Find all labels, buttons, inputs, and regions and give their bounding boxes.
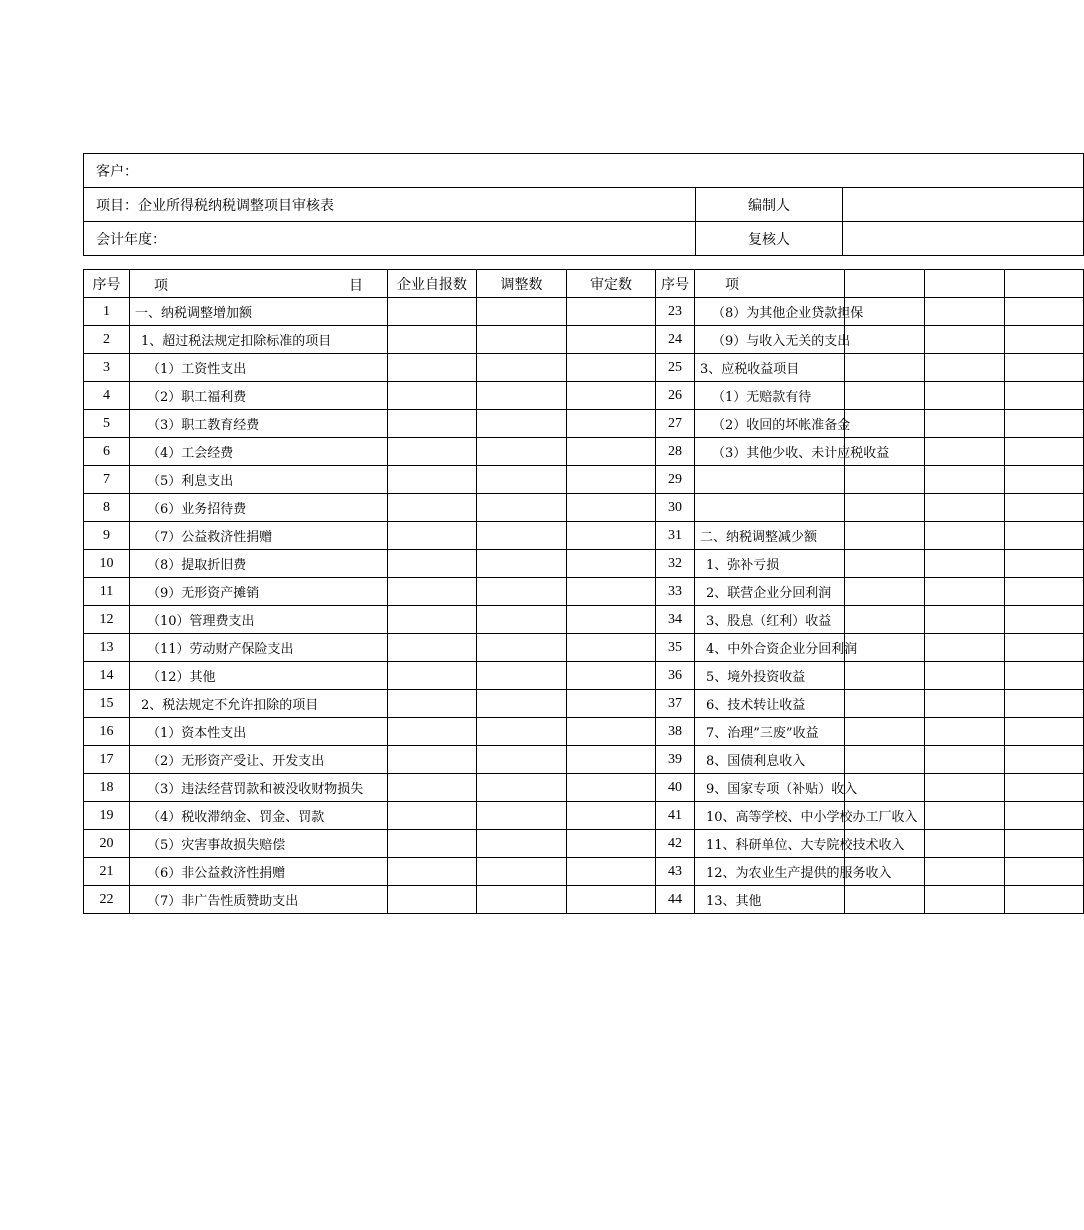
row-self-reported-cell[interactable]: [388, 438, 477, 466]
row-adjustment-cell[interactable]: [477, 830, 567, 858]
row-approved-cell-right[interactable]: [1005, 662, 1084, 690]
table-row: [84, 522, 1084, 550]
row-adjustment-cell-right[interactable]: [925, 298, 1005, 326]
table-row: [84, 858, 1084, 886]
row-item: （2）无形资产受让、开发支出: [130, 746, 388, 774]
row-approved-cell-right[interactable]: [1005, 886, 1084, 914]
row-adjustment-cell[interactable]: [477, 326, 567, 354]
table-row: [84, 550, 1084, 578]
row-self-reported-cell[interactable]: [388, 410, 477, 438]
row-self-reported-cell[interactable]: [388, 550, 477, 578]
row-seq-right: 40: [656, 774, 695, 802]
row-seq-right: 25: [656, 354, 695, 382]
row-approved-cell-right[interactable]: [1005, 382, 1084, 410]
row-adjustment-cell[interactable]: [477, 466, 567, 494]
row-item: （7）非广告性质赞助支出: [130, 886, 388, 914]
row-self-reported-cell-right[interactable]: [845, 466, 925, 494]
row-approved-cell[interactable]: [567, 410, 656, 438]
row-adjustment-cell-right[interactable]: [925, 326, 1005, 354]
row-item-right: 8、国债利息收入: [695, 746, 845, 774]
row-seq: 6: [84, 438, 130, 466]
row-item-right: （9）与收入无关的支出: [695, 326, 845, 354]
fiscal-year-label: 会计年度：: [84, 222, 696, 256]
row-adjustment-cell[interactable]: [477, 886, 567, 914]
row-item: （10）管理费支出: [130, 606, 388, 634]
row-item: （4）税收滞纳金、罚金、罚款: [130, 802, 388, 830]
row-adjustment-cell[interactable]: [477, 634, 567, 662]
row-approved-cell-right[interactable]: [1005, 522, 1084, 550]
row-item-right: 5、境外投资收益: [695, 662, 845, 690]
row-item: （7）公益救济性捐赠: [130, 522, 388, 550]
row-adjustment-cell-right[interactable]: [925, 886, 1005, 914]
row-approved-cell[interactable]: [567, 802, 656, 830]
row-self-reported-cell[interactable]: [388, 774, 477, 802]
row-seq-right: 35: [656, 634, 695, 662]
row-approved-cell-right[interactable]: [1005, 606, 1084, 634]
row-adjustment-cell[interactable]: [477, 382, 567, 410]
header-approved: 审定数: [567, 270, 656, 298]
row-seq-right: 38: [656, 718, 695, 746]
row-self-reported-cell[interactable]: [388, 354, 477, 382]
table-row: [84, 438, 1084, 466]
row-item-right: 7、治理”三废”收益: [695, 718, 845, 746]
row-approved-cell[interactable]: [567, 718, 656, 746]
header-item-a: 项: [154, 278, 168, 294]
header-item-right: 项: [695, 270, 845, 298]
row-seq: 13: [84, 634, 130, 662]
row-item-right: 4、中外合资企业分回利润: [695, 634, 845, 662]
table-row: [84, 746, 1084, 774]
header-row: [84, 270, 1084, 298]
row-item: （3）职工教育经费: [130, 410, 388, 438]
row-approved-cell-right[interactable]: [1005, 858, 1084, 886]
row-approved-cell[interactable]: [567, 578, 656, 606]
row-seq-right: 29: [656, 466, 695, 494]
row-item-right: 13、其他: [695, 886, 845, 914]
row-adjustment-cell[interactable]: [477, 494, 567, 522]
row-seq: 5: [84, 410, 130, 438]
row-seq: 19: [84, 802, 130, 830]
row-self-reported-cell[interactable]: [388, 578, 477, 606]
row-self-reported-cell[interactable]: [388, 466, 477, 494]
row-adjustment-cell[interactable]: [477, 746, 567, 774]
row-item-right: 2、联营企业分回利润: [695, 578, 845, 606]
row-adjustment-cell[interactable]: [477, 578, 567, 606]
row-seq-right: 31: [656, 522, 695, 550]
row-approved-cell-right[interactable]: [1005, 634, 1084, 662]
row-adjustment-cell-right[interactable]: [925, 494, 1005, 522]
row-adjustment-cell[interactable]: [477, 354, 567, 382]
row-item: （12）其他: [130, 662, 388, 690]
row-item: （2）职工福利费: [130, 382, 388, 410]
row-approved-cell-right[interactable]: [1005, 746, 1084, 774]
row-item: （4）工会经费: [130, 438, 388, 466]
row-self-reported-cell-right[interactable]: [845, 718, 925, 746]
header-item: [130, 270, 388, 298]
table-row: [84, 410, 1084, 438]
adjustment-table: [83, 269, 1084, 914]
row-self-reported-cell-right[interactable]: [845, 326, 925, 354]
row-self-reported-cell[interactable]: [388, 830, 477, 858]
row-item-right: 二、纳税调整减少额: [695, 522, 845, 550]
row-seq: 8: [84, 494, 130, 522]
table-row: [84, 494, 1084, 522]
reviewer-value[interactable]: [843, 222, 1084, 256]
row-approved-cell[interactable]: [567, 774, 656, 802]
row-seq-right: 42: [656, 830, 695, 858]
row-approved-cell[interactable]: [567, 634, 656, 662]
info-table: [83, 153, 1084, 256]
row-self-reported-cell-right[interactable]: [845, 522, 925, 550]
row-adjustment-cell[interactable]: [477, 718, 567, 746]
row-adjustment-cell[interactable]: [477, 802, 567, 830]
table-row: [84, 298, 1084, 326]
row-self-reported-cell[interactable]: [388, 858, 477, 886]
customer-label: 客户：: [84, 154, 1084, 188]
table-row: [84, 662, 1084, 690]
row-adjustment-cell-right[interactable]: [925, 606, 1005, 634]
row-item-right: [695, 494, 845, 522]
row-item-right: 3、应税收益项目: [695, 354, 845, 382]
row-seq: 20: [84, 830, 130, 858]
row-adjustment-cell[interactable]: [477, 690, 567, 718]
row-seq: 7: [84, 466, 130, 494]
row-approved-cell[interactable]: [567, 522, 656, 550]
row-approved-cell-right[interactable]: [1005, 802, 1084, 830]
row-approved-cell-right[interactable]: [1005, 466, 1084, 494]
table-row: [84, 326, 1084, 354]
table-row: [84, 634, 1084, 662]
row-item-right: 3、股息（红利）收益: [695, 606, 845, 634]
row-adjustment-cell[interactable]: [477, 662, 567, 690]
row-approved-cell[interactable]: [567, 494, 656, 522]
row-self-reported-cell[interactable]: [388, 522, 477, 550]
preparer-value[interactable]: [843, 188, 1084, 222]
row-approved-cell-right[interactable]: [1005, 830, 1084, 858]
row-seq: 14: [84, 662, 130, 690]
row-approved-cell-right[interactable]: [1005, 410, 1084, 438]
row-item-right: 9、国家专项（补贴）收入: [695, 774, 845, 802]
row-adjustment-cell-right[interactable]: [925, 774, 1005, 802]
row-item: （6）非公益救济性捐赠: [130, 858, 388, 886]
row-seq: 16: [84, 718, 130, 746]
row-seq: 10: [84, 550, 130, 578]
row-adjustment-cell-right[interactable]: [925, 858, 1005, 886]
row-self-reported-cell[interactable]: [388, 326, 477, 354]
row-adjustment-cell[interactable]: [477, 606, 567, 634]
row-seq-right: 30: [656, 494, 695, 522]
row-approved-cell-right[interactable]: [1005, 354, 1084, 382]
row-seq: 12: [84, 606, 130, 634]
row-seq-right: 36: [656, 662, 695, 690]
row-item-right: 10、高等学校、中小学校办工厂收入: [695, 802, 845, 830]
row-adjustment-cell[interactable]: [477, 438, 567, 466]
row-self-reported-cell-right[interactable]: [845, 494, 925, 522]
row-approved-cell[interactable]: [567, 550, 656, 578]
row-self-reported-cell[interactable]: [388, 662, 477, 690]
row-approved-cell[interactable]: [567, 830, 656, 858]
row-approved-cell-right[interactable]: [1005, 718, 1084, 746]
table-row: [84, 718, 1084, 746]
row-approved-cell[interactable]: [567, 438, 656, 466]
row-self-reported-cell-right[interactable]: [845, 662, 925, 690]
row-item: （3）违法经营罚款和被没收财物损失: [130, 774, 388, 802]
row-adjustment-cell[interactable]: [477, 774, 567, 802]
row-item-right: （1）无赔款有待: [695, 382, 845, 410]
table-row: [84, 886, 1084, 914]
row-adjustment-cell-right[interactable]: [925, 662, 1005, 690]
row-seq-right: 27: [656, 410, 695, 438]
row-item-right: 12、为农业生产提供的服务收入: [695, 858, 845, 886]
header-seq-right: 序号: [656, 270, 695, 298]
table-row: [84, 774, 1084, 802]
row-seq-right: 28: [656, 438, 695, 466]
row-item-right: 6、技术转让收益: [695, 690, 845, 718]
row-item: （9）无形资产摊销: [130, 578, 388, 606]
row-item: 1、超过税法规定扣除标准的项目: [130, 326, 388, 354]
row-self-reported-cell[interactable]: [388, 886, 477, 914]
row-adjustment-cell-right[interactable]: [925, 410, 1005, 438]
table-row: [84, 690, 1084, 718]
row-self-reported-cell[interactable]: [388, 690, 477, 718]
row-seq-right: 44: [656, 886, 695, 914]
row-self-reported-cell[interactable]: [388, 494, 477, 522]
row-self-reported-cell[interactable]: [388, 802, 477, 830]
table-row: [84, 354, 1084, 382]
row-approved-cell[interactable]: [567, 382, 656, 410]
row-self-reported-cell[interactable]: [388, 606, 477, 634]
row-self-reported-cell-right[interactable]: [845, 578, 925, 606]
table-row: [84, 578, 1084, 606]
row-item-right: 11、科研单位、大专院校技术收入: [695, 830, 845, 858]
project-label: 项目：企业所得税纳税调整项目审核表: [84, 188, 696, 222]
row-adjustment-cell-right[interactable]: [925, 690, 1005, 718]
row-approved-cell[interactable]: [567, 326, 656, 354]
row-approved-cell-right[interactable]: [1005, 690, 1084, 718]
table-row: [84, 830, 1084, 858]
row-seq-right: 32: [656, 550, 695, 578]
header-adjustment-right: [925, 270, 1005, 298]
row-item: （1）资本性支出: [130, 718, 388, 746]
row-approved-cell[interactable]: [567, 466, 656, 494]
row-approved-cell-right[interactable]: [1005, 326, 1084, 354]
row-seq: 9: [84, 522, 130, 550]
row-seq-right: 39: [656, 746, 695, 774]
row-approved-cell[interactable]: [567, 746, 656, 774]
row-seq: 11: [84, 578, 130, 606]
row-seq: 3: [84, 354, 130, 382]
row-adjustment-cell-right[interactable]: [925, 830, 1005, 858]
table-row: [84, 606, 1084, 634]
row-adjustment-cell[interactable]: [477, 858, 567, 886]
row-adjustment-cell-right[interactable]: [925, 382, 1005, 410]
row-self-reported-cell-right[interactable]: [845, 410, 925, 438]
row-approved-cell-right[interactable]: [1005, 578, 1084, 606]
row-adjustment-cell-right[interactable]: [925, 466, 1005, 494]
row-adjustment-cell-right[interactable]: [925, 550, 1005, 578]
row-adjustment-cell[interactable]: [477, 410, 567, 438]
row-item: （11）劳动财产保险支出: [130, 634, 388, 662]
row-item-right: 1、弥补亏损: [695, 550, 845, 578]
row-adjustment-cell-right[interactable]: [925, 578, 1005, 606]
row-item: 一、纳税调整增加额: [130, 298, 388, 326]
row-self-reported-cell-right[interactable]: [845, 382, 925, 410]
row-self-reported-cell-right[interactable]: [845, 606, 925, 634]
row-adjustment-cell-right[interactable]: [925, 718, 1005, 746]
row-seq: 17: [84, 746, 130, 774]
row-adjustment-cell-right[interactable]: [925, 746, 1005, 774]
row-seq-right: 24: [656, 326, 695, 354]
row-seq: 1: [84, 298, 130, 326]
row-item: （5）灾害事故损失赔偿: [130, 830, 388, 858]
row-approved-cell-right[interactable]: [1005, 298, 1084, 326]
row-item: 2、税法规定不允许扣除的项目: [130, 690, 388, 718]
row-item-right: [695, 466, 845, 494]
row-seq: 18: [84, 774, 130, 802]
row-self-reported-cell-right[interactable]: [845, 550, 925, 578]
row-approved-cell-right[interactable]: [1005, 438, 1084, 466]
row-seq: 2: [84, 326, 130, 354]
row-item: （1）工资性支出: [130, 354, 388, 382]
row-seq-right: 37: [656, 690, 695, 718]
table-row: [84, 382, 1084, 410]
row-approved-cell[interactable]: [567, 886, 656, 914]
header-item-b: 目: [349, 278, 363, 294]
table-row: [84, 466, 1084, 494]
row-approved-cell[interactable]: [567, 298, 656, 326]
row-item: （8）提取折旧费: [130, 550, 388, 578]
row-adjustment-cell[interactable]: [477, 522, 567, 550]
row-approved-cell[interactable]: [567, 858, 656, 886]
header-adjustment: 调整数: [477, 270, 567, 298]
row-item-right: （8）为其他企业贷款担保: [695, 298, 845, 326]
row-seq-right: 33: [656, 578, 695, 606]
row-self-reported-cell-right[interactable]: [845, 886, 925, 914]
row-seq: 21: [84, 858, 130, 886]
preparer-label: 编制人: [696, 188, 843, 222]
row-approved-cell-right[interactable]: [1005, 774, 1084, 802]
header-self-reported: 企业自报数: [388, 270, 477, 298]
row-seq: 15: [84, 690, 130, 718]
row-item-right: （2）收回的坏帐准备金: [695, 410, 845, 438]
row-seq-right: 43: [656, 858, 695, 886]
row-self-reported-cell-right[interactable]: [845, 690, 925, 718]
row-seq-right: 26: [656, 382, 695, 410]
row-self-reported-cell[interactable]: [388, 298, 477, 326]
row-adjustment-cell-right[interactable]: [925, 354, 1005, 382]
row-approved-cell[interactable]: [567, 354, 656, 382]
row-approved-cell-right[interactable]: [1005, 550, 1084, 578]
audit-sheet: [83, 153, 918, 953]
row-approved-cell[interactable]: [567, 606, 656, 634]
row-seq: 4: [84, 382, 130, 410]
row-self-reported-cell[interactable]: [388, 718, 477, 746]
reviewer-label: 复核人: [696, 222, 843, 256]
row-approved-cell[interactable]: [567, 662, 656, 690]
row-seq-right: 23: [656, 298, 695, 326]
row-approved-cell-right[interactable]: [1005, 494, 1084, 522]
row-seq: 22: [84, 886, 130, 914]
table-row: [84, 802, 1084, 830]
row-adjustment-cell[interactable]: [477, 550, 567, 578]
row-adjustment-cell-right[interactable]: [925, 634, 1005, 662]
header-approved-right: [1005, 270, 1084, 298]
row-item: （6）业务招待费: [130, 494, 388, 522]
row-seq-right: 34: [656, 606, 695, 634]
row-adjustment-cell-right[interactable]: [925, 802, 1005, 830]
row-self-reported-cell[interactable]: [388, 634, 477, 662]
row-self-reported-cell[interactable]: [388, 382, 477, 410]
header-self-reported-right: [845, 270, 925, 298]
row-adjustment-cell[interactable]: [477, 298, 567, 326]
row-self-reported-cell[interactable]: [388, 746, 477, 774]
row-adjustment-cell-right[interactable]: [925, 522, 1005, 550]
row-item: （5）利息支出: [130, 466, 388, 494]
row-adjustment-cell-right[interactable]: [925, 438, 1005, 466]
row-self-reported-cell-right[interactable]: [845, 746, 925, 774]
header-seq: 序号: [84, 270, 130, 298]
row-seq-right: 41: [656, 802, 695, 830]
row-approved-cell[interactable]: [567, 690, 656, 718]
row-item-right: （3）其他少收、未计应税收益: [695, 438, 845, 466]
row-self-reported-cell-right[interactable]: [845, 354, 925, 382]
